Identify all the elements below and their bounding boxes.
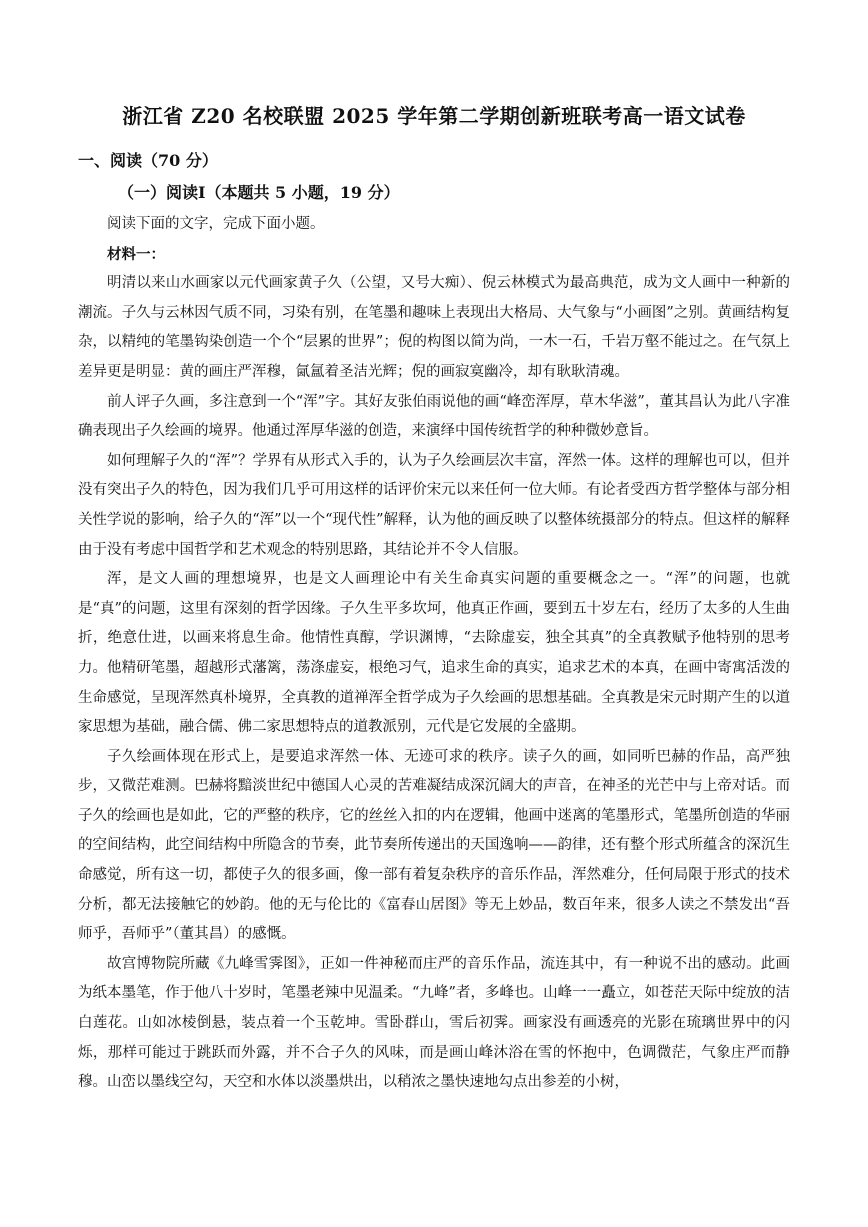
instruction-text: 阅读下面的文字，完成下面小题。 xyxy=(107,216,325,232)
paragraph: 故宫博物院所藏《九峰雪霁图》，正如一件神秘而庄严的音乐作品，流连其中，有一种说不出的感动。此画为纸本墨笔，作于他八十岁时，笔墨老辣中见温柔。“九峰”者，多峰也。山峰一一矗立，如苍茫天际中绽放的洁白莲花。山如冰棱倒悬，装点着一个玉乾坤。雪卧群山，雪后初霁。画家没有画透亮的光影在琉璃世界中的闪烁，那样可能过于跳跃而外露，并不合子久的风味，而是画山峰沐浴在雪的怀抱中，色调微茫，气象庄严而静穆。山峦以墨线空勾，天空和水体以淡墨烘出，以稍浓之墨快速地勾点出参差的小树， xyxy=(78,955,790,1091)
paragraph: 明清以来山水画家以元代画家黄子久（公望，又号大痴）、倪云林模式为最高典范，成为文人画中一种新的潮流。子久与云林因气质不同，习染有别，在笔墨和趣味上表现出大格局、大气象与“小画图”之别。黄画结构复杂，以精纯的笔墨钩染创造一个个“层累的世界”；倪的构图以简为尚，一木一石，千岩万壑不能过之。在气氛上差异更是明显：黄的画庄严浑穆，氤氲着圣洁光辉；倪的画寂寞幽冷，却有耿耿清魂。 xyxy=(78,275,790,380)
reading-passage xyxy=(78,210,790,1098)
material-label: 材料一： xyxy=(107,245,165,263)
paragraph: 子久绘画体现在形式上，是要追求浑然一体、无迹可求的秩序。读子久的画，如同听巴赫的作品，高严独步，又微茫难测。巴赫将黯淡世纪中德国人心灵的苦难凝结成深沉阔大的声音，在神圣的光芒中与上帝对话。而子久的绘画也是如此，它的严整的秩序，它的丝丝入扣的内在逻辑，他画中迷离的笔墨形式，笔墨所创造的华丽的空间结构，此空间结构中所隐含的节奏，此节奏所传递出的天国逸响——韵律，还有整个形式所蕴含的深沉生命感觉，所有这一切，都使子久的很多画，像一部有着复杂秩序的音乐作品，浑然难分，任何局限于形式的技术分析，都无法接触它的妙韵。他的无与伦比的《富春山居图》等无上妙品，数百年来，很多人读之不禁发出“吾师乎，吾师乎”（董其昌）的感慨。 xyxy=(78,748,790,943)
page-title: 浙江省 Z20 名校联盟 2025 学年第二学期创新班联考高一语文试卷 xyxy=(122,104,746,128)
paragraph: 如何理解子久的“浑”？学界有从形式入手的，认为子久绘画层次丰富，浑然一体。这样的理解也可以，但并没有突出子久的特色，因为我们几乎可用这样的话评价宋元以来任何一位大师。有论者受西方哲学整体与部分相关性学说的影响，给子久的“浑”以一个“现代性”解释，认为他的画反映了以整体统摄部分的特点。但这样的解释由于没有考虑中国哲学和艺术观念的特别思路，其结论并不令人信服。 xyxy=(78,452,790,558)
paragraph: 浑，是文人画的理想境界，也是文人画理论中有关生命真实问题的重要概念之一。“浑”的问题，也就是“真”的问题，这里有深刻的哲学因缘。子久生平多坎坷，他真正作画，要到五十岁左右，经历了太多的人生曲折，绝意仕进，以画来将息生命。他情性真醇，学识渊博，“去除虚妄，独全其真”的全真教赋予他特别的思考力。他精研笔墨，超越形式藩篱，荡涤虚妄，根绝习气，追求生命的真实，追求艺术的本真，在画中寄寓活泼的生命感觉，呈现浑然真朴境界，全真教的道禅浑全哲学成为子久绘画的思想基础。全真教是宋元时期产生的以道家思想为基础，融合儒、佛二家思想特点的道教派别，元代是它发展的全盛期。 xyxy=(78,571,790,736)
section-heading: 一、阅读（70 分） xyxy=(78,151,218,170)
paragraph: 前人评子久画，多注意到一个“浑”字。其好友张伯雨说他的画“峰峦浑厚，草木华滋”，董其昌认为此八字准确表现出子久绘画的境界。他通过浑厚华滋的创造，来演绎中国传统哲学的种种微妙意旨。 xyxy=(78,393,790,440)
subsection-heading: （一）阅读Ⅰ（本题共 5 小题，19 分） xyxy=(118,183,400,202)
